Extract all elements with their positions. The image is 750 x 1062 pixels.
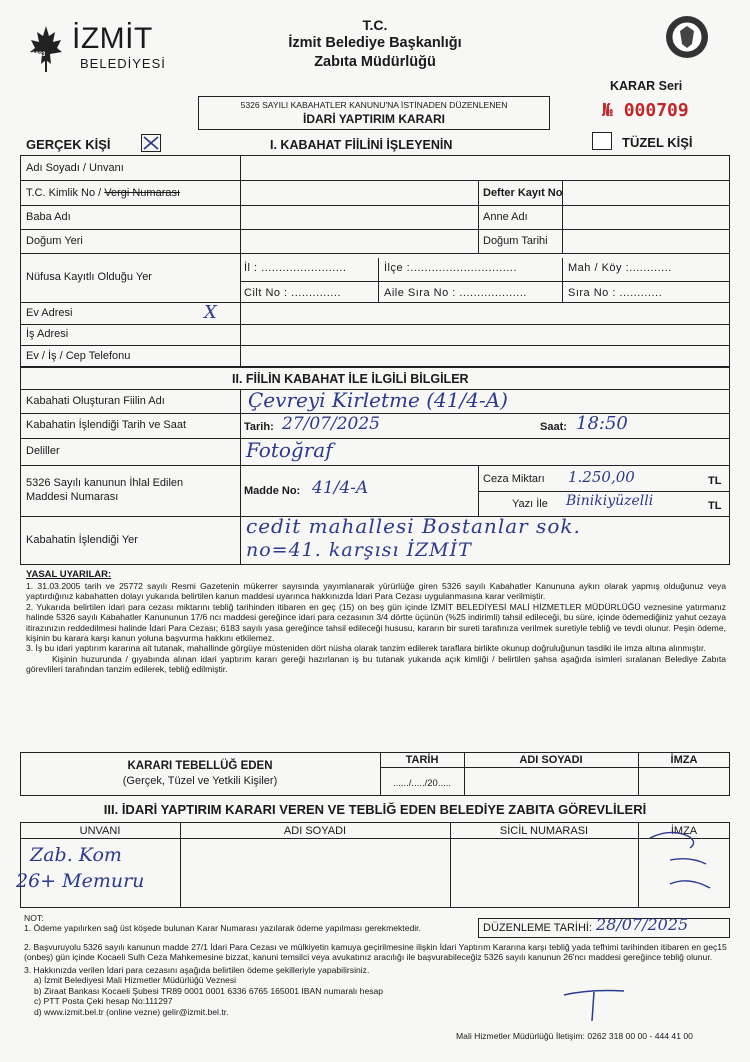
karar-number [602, 100, 689, 121]
note-2: 2. Başvuruyolu 5326 sayılı kanunun madde 27/1 İdari Para Cezası ve mülkiyetin kamuya geçirilmesine ilişkin İdari Yaptırım Kararına karşı tebliğ yada tefhimi tarihinden itibaren en geç15 (onbeş) gün içinde Kocaeli Sulh Ceza Mahkemesine bizzat, kanuni temsilci veya avukatınız aracılığı ile başvurabileceğiz 5326 sayılı kanunun 26'ncı maddesi gereğince tebliğ olunur. [24, 941, 727, 963]
duzenleme-value[interactable]: 28/07/2025 [596, 915, 689, 934]
defter-kayit-label: Defter Kayıt No [483, 187, 563, 199]
karar-no-prefix: № [602, 100, 613, 121]
yer-line1[interactable]: cedit mahallesi Bostanlar sok. [246, 514, 581, 538]
warnings-title: YASAL UYARILAR: [26, 569, 112, 580]
dogum-tarihi-field[interactable] [564, 231, 728, 252]
note-3c: c) PTT Posta Çeki hesap No:111297 [34, 996, 173, 1007]
adsoyad-header: ADI SOYADI [283, 825, 347, 837]
yazi-label: Yazı İle [512, 498, 548, 510]
check-x-icon [142, 135, 160, 151]
teblig-imza-field[interactable] [640, 769, 728, 794]
karar-seri-label: KARAR Seri [610, 79, 683, 93]
unvani-header: UNVANI [79, 825, 121, 837]
logo-year: 1923 [32, 52, 46, 58]
row-label-ev-adresi: Ev Adresi [26, 307, 73, 319]
is-adresi-field[interactable] [242, 326, 728, 344]
saat-value[interactable]: 18:50 [576, 413, 628, 434]
sicil-header: SİCİL NUMARASI [499, 825, 589, 837]
madde-label: 5326 Sayılı kanunun İhlal Edilen Maddesi Numarası [26, 477, 184, 503]
anne-adi-field[interactable] [564, 207, 728, 228]
tuzel-kisi-checkbox[interactable] [592, 132, 612, 150]
yazi-tl: TL [708, 500, 722, 512]
madde-no-label: Madde No: [244, 485, 301, 497]
dogum-tarihi-label: Doğum Tarihi [483, 235, 548, 247]
deliller-label: Deliller [26, 445, 60, 457]
logo-title: İZMİT [72, 22, 153, 55]
zabita-emblem-icon [664, 14, 710, 60]
logo-subtitle: BELEDİYESİ [80, 56, 166, 71]
baba-adi-field[interactable] [242, 207, 476, 228]
gercek-kisi-checkbox[interactable] [141, 134, 161, 152]
note-3: 3. Hakkınızda verilen İdari para cezasını aşağıda belirtilen ödeme şekilleriyle yapabilirsiniz. [24, 964, 370, 975]
imza-header: İMZA [670, 825, 698, 837]
deliller-value[interactable]: Fotoğraf [246, 438, 333, 462]
anne-adi-label: Anne Adı [483, 211, 528, 223]
ev-adresi-mark: X [204, 302, 217, 323]
izmit-logo [28, 22, 178, 78]
section2-title: II. FİİLİN KABAHAT İLE İLGİLİ BİLGİLER [232, 372, 469, 386]
telefon-field[interactable] [242, 347, 728, 366]
karar-no-value: 000709 [623, 100, 689, 121]
teblig-imza-header: İMZA [670, 754, 698, 766]
notes-title: NOT: [24, 913, 44, 923]
tarih-saat-label: Kabahatin İşlendiği Tarih ve Saat [26, 419, 187, 431]
warning-2: 2. Yukarıda belirtilen idari para cezası miktarını tebliğ tarihinden itibaren en geç (15) on beş gün içinde İZMİT BELEDİYESİ MALİ HİZMETLER MÜDÜRLÜĞÜ veznesine yatırmanız halinde 5326 sayılı Kabahatler Kanununun 17/6 ncı maddesi gereğince idari para cezasının 3/4 dörtte üçünün (%25 indirimli) tahsil edileceği, bu süre, içinde ödemediğiniz yahut cezaya itirazınızın reddedilmesi halinde İdari Para Cezası; 6183 sayılı yasa gereğince tahsil edileceği hususu, kararın bir sureti tarafınıza verilmek suretiyle tebliğ ve tevdi olunur. Peşin ödeme, kişinin bu karara karşı kanun yoluna başvurma hakkını etkilemez. [26, 601, 726, 643]
section3-title: III. İDARİ YAPTIRIM KARARI VEREN VE TEBLİĞ EDEN BELEDİYE ZABITA GÖREVLİLERİ [103, 802, 647, 817]
tarih-value[interactable]: 27/07/2025 [282, 414, 380, 434]
warning-4: Kişinin huzurunda / gıyabında alınan idari yaptırım kararı gereği hazırlanan iş bu tutanak yukarıda açık kimliği / belirtilen şahsa aşağıda isimleri sıralanan Belediye Zabıta görevlileri tarafından tanzim edilerek, tebliğ edilmiştir. [26, 653, 726, 675]
warning-3: 3. İş bu idari yaptırım kararına ait tutanak, mahallinde görgüye müsteniden dört nüsha olarak tanzim edilerek taraflara birlikte okunup doğruluğunun tasdiki ile imza altına alınmıştır. [26, 643, 706, 654]
tarih-label: Tarih: [244, 421, 274, 433]
tc-kimlik-label: T.C. Kimlik No / [26, 187, 105, 199]
teblig-title: KARARI TEBELLÜĞ EDEN [127, 760, 273, 772]
officer-adsoyad-field[interactable] [182, 840, 448, 906]
ceza-value[interactable]: 1.250,00 [568, 468, 635, 486]
gercek-kisi-label: GERÇEK KİŞİ [26, 137, 111, 152]
warnings-block [26, 569, 726, 675]
yer-label: Kabahatin İşlendiği Yer [26, 534, 138, 546]
ev-adresi-field[interactable] [242, 304, 728, 323]
contact-line: Mali Hizmetler Müdürlüğü İletişim: 0262 318 00 00 - 444 41 00 [456, 1031, 693, 1041]
header-tc: T.C. [362, 17, 388, 33]
note-3b: b) Ziraat Bankası Kocaeli Şubesi TR89 0001 0001 6336 6765 165001 IBAN numaralı hesap [34, 985, 384, 996]
tc-kimlik-field[interactable] [242, 182, 476, 204]
aile-sira-field[interactable]: Aile Sıra No : ................... [384, 287, 527, 299]
form-title-box [198, 96, 550, 130]
header-municipality: İzmit Belediye Başkanlığı [288, 35, 462, 51]
note-3d: d) www.izmit.bel.tr (online vezne) gelir@izmit.bel.tr. [34, 1006, 229, 1017]
row-label-ad-soyad: Adı Soyadı / Unvanı [26, 162, 124, 174]
ceza-label: Ceza Miktarı [483, 473, 545, 485]
bottom-signature-icon [560, 985, 630, 1025]
tuzel-kisi-label: TÜZEL KİŞİ [622, 135, 693, 150]
yer-line2[interactable]: no=41. karşısı İZMİT [246, 539, 472, 561]
teblig-tarih-header: TARİH [405, 754, 439, 766]
officer-sicil-field[interactable] [452, 840, 636, 906]
ilce-field[interactable]: İlçe :.............................. [384, 262, 517, 274]
row-label-nufus: Nüfusa Kayıtlı Olduğu Yer [26, 271, 152, 283]
teblig-adsoyad-field[interactable] [466, 769, 636, 794]
maple-leaf-icon [28, 24, 64, 74]
defter-kayit-field[interactable] [564, 182, 728, 204]
saat-label: Saat: [540, 421, 567, 433]
il-field[interactable]: İl : ........................ [244, 262, 347, 274]
officer2-title[interactable]: 26+ Memuru [16, 870, 145, 892]
mah-koy-field[interactable]: Mah / Köy :............ [568, 262, 672, 274]
ad-soyad-field[interactable] [242, 157, 728, 179]
law-reference: 5326 SAYILI KABAHATLER KANUNU'NA İSTİNADEN DÜZENLENEN [240, 100, 508, 110]
fiil-adi-value[interactable]: Çevreyi Kirletme (41/4-A) [248, 388, 508, 412]
teblig-subtitle: (Gerçek, Tüzel ve Yetkili Kişiler) [122, 775, 278, 787]
dogum-yeri-field[interactable] [242, 231, 476, 252]
note-1: 1. Ödeme yapılırken sağ üst köşede bulunan Karar Numarası yazılarak ödeme yapılması gerekmektedir. [24, 923, 421, 934]
sira-no-field[interactable]: Sıra No : ............ [568, 287, 663, 299]
header-directorate: Zabıta Müdürlüğü [314, 54, 436, 70]
officer-signature-icon [640, 826, 730, 906]
row-label-telefon: Ev / İş / Cep Telefonu [26, 350, 131, 362]
form-title: İDARİ YAPTIRIM KARARI [302, 112, 445, 126]
officer1-title[interactable]: Zab. Kom [30, 844, 122, 866]
teblig-adsoyad-header: ADI SOYADI [519, 754, 583, 766]
note-3a: a) İzmit Belediyesi Mali Hizmetler Müdürlüğü Veznesi [34, 975, 237, 986]
row-label-baba-adi: Baba Adı [26, 211, 71, 223]
yazi-value[interactable]: Binikiyüzelli [566, 493, 654, 509]
vergi-no-label: Vergi Numarası [104, 187, 181, 199]
row-label-dogum-yeri: Doğum Yeri [26, 235, 83, 247]
madde-no-value[interactable]: 41/4-A [312, 478, 369, 498]
cilt-no-field[interactable]: Cilt No : .............. [244, 287, 341, 299]
warning-1: 1. 31.03.2005 tarih ve 25772 sayılı Resmi Gazetenin mükerrer sayısında yayımlanarak yürürlüğe giren 5326 sayılı Kabahatler Kanununa aykırı olarak yapmış olduğunuz veya yaptırdığınız kabahatten dolayı yukarıda belirtilen kanun maddesi uyarınca hakkınızda İdari Para Cezası uygulanmasına karar verilmiştir. [26, 580, 726, 602]
section1-title: I. KABAHAT FİİLİNİ İŞLEYENİN [270, 138, 453, 152]
ceza-tl: TL [708, 475, 722, 487]
duzenleme-label: DÜZENLEME TARİHİ: [483, 922, 592, 934]
fiil-adi-label: Kabahati Oluşturan Fiilin Adı [26, 395, 165, 407]
row-label-is-adresi: İş Adresi [26, 328, 69, 340]
teblig-tarih-value[interactable]: ....../...../20..... [392, 778, 452, 789]
row-label-tc-kimlik [26, 187, 180, 199]
